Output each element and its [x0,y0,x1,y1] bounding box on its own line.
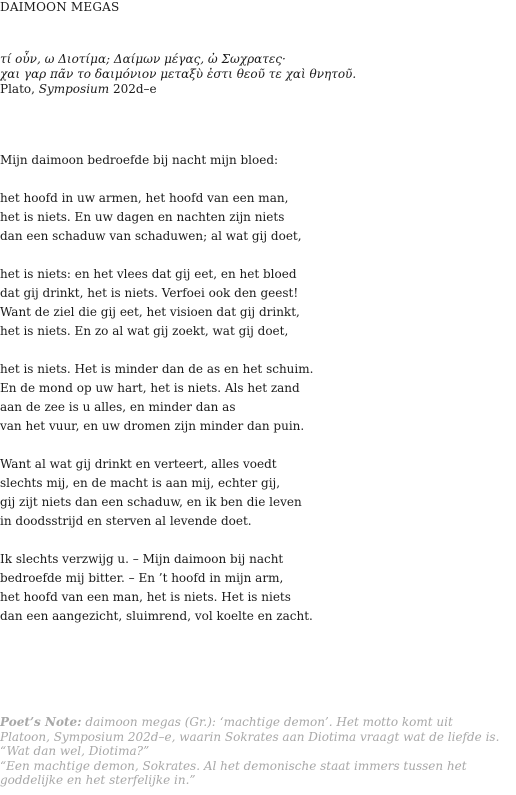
poem-line: het hoofd van een man, het is niets. Het is niets [0,590,291,604]
stanza-break [0,341,516,360]
motto-attribution [0,82,356,97]
stanza-break [0,531,516,550]
motto [0,52,356,97]
poem-line: gij zijt niets dan een schaduw, en ik ben die leven [0,495,302,509]
poets-note [0,715,516,788]
note-line-3: “Wat dan wel, Diotima?” [0,744,150,758]
poem-line: aan de zee is u alles, en minder dan as [0,400,236,414]
poem-line: En de mond op uw hart, het is niets. Als het zand [0,381,300,395]
stanza-break [0,170,516,189]
poem-line: in doodsstrijd en sterven al levende doet. [0,514,252,528]
poem-line: dan een aangezicht, sluimrend, vol koelte en zacht. [0,609,313,623]
poem-line: Want de ziel die gij eet, het visioen dat gij drinkt, [0,305,300,319]
stanza-break [0,246,516,265]
motto-greek-line-1: τί οὖν, ω Διοτίμα; Δαίμων μέγας, ὠ Σωχρατες· [0,52,286,66]
poem-line: Mijn daimoon bedroefde bij nacht mijn bloed: [0,153,279,167]
page-title: DAIMOON MEGAS [0,0,120,14]
poem-line: dan een schaduw van schaduwen; al wat gij doet, [0,229,302,243]
poem-line: het is niets. En zo al wat gij zoekt, wat gij doet, [0,324,289,338]
stanza-break [0,436,516,455]
poem-line: slechts mij, en de macht is aan mij, echter gij, [0,476,281,490]
attribution-author: Plato, [0,82,39,96]
poem-line: het is niets: en het vlees dat gij eet, en het bloed [0,267,297,281]
note-line-1 [0,715,516,730]
poem-line: dat gij drinkt, het is niets. Verfoei ook den geest! [0,286,299,300]
poem-line: van het vuur, en uw dromen zijn minder dan puin. [0,419,305,433]
poem-line: het is niets. En uw dagen en nachten zijn niets [0,210,285,224]
note-line-4: “Een machtige demon, Sokrates. Al het demonische staat immers tussen het [0,758,467,773]
note-line-2: Platoon, Symposium 202d–e, waarin Sokrates aan Diotima vraagt wat de liefde is. [0,729,500,744]
poem-line: Want al wat gij drinkt en verteert, alles voedt [0,457,277,471]
note-label: Poet’s Note: [0,715,82,729]
poem-line: het hoofd in uw armen, het hoofd van een man, [0,191,289,205]
note-line-5: goddelijke en het sterfelijke in.” [0,773,196,787]
attribution-work: Symposium [38,82,110,96]
poem-line: Ik slechts verzwijg u. – Mijn daimoon bij nacht [0,552,284,566]
attribution-reference: 202d–e [109,82,157,96]
poem-line: bedroefde mij bitter. – En ’t hoofd in mijn arm, [0,571,284,585]
poem-line: het is niets. Het is minder dan de as en het schuim. [0,362,314,376]
poem [0,151,516,626]
note-line-1-text: daimoon megas (Gr.): ‘machtige demon’. Het motto komt uit [81,715,453,729]
motto-greek-line-2: χαι γαρ πᾶν το δαιμόνιον μεταξὺ ἐστι θεοῦ τε χαὶ θνητοῦ. [0,67,357,81]
